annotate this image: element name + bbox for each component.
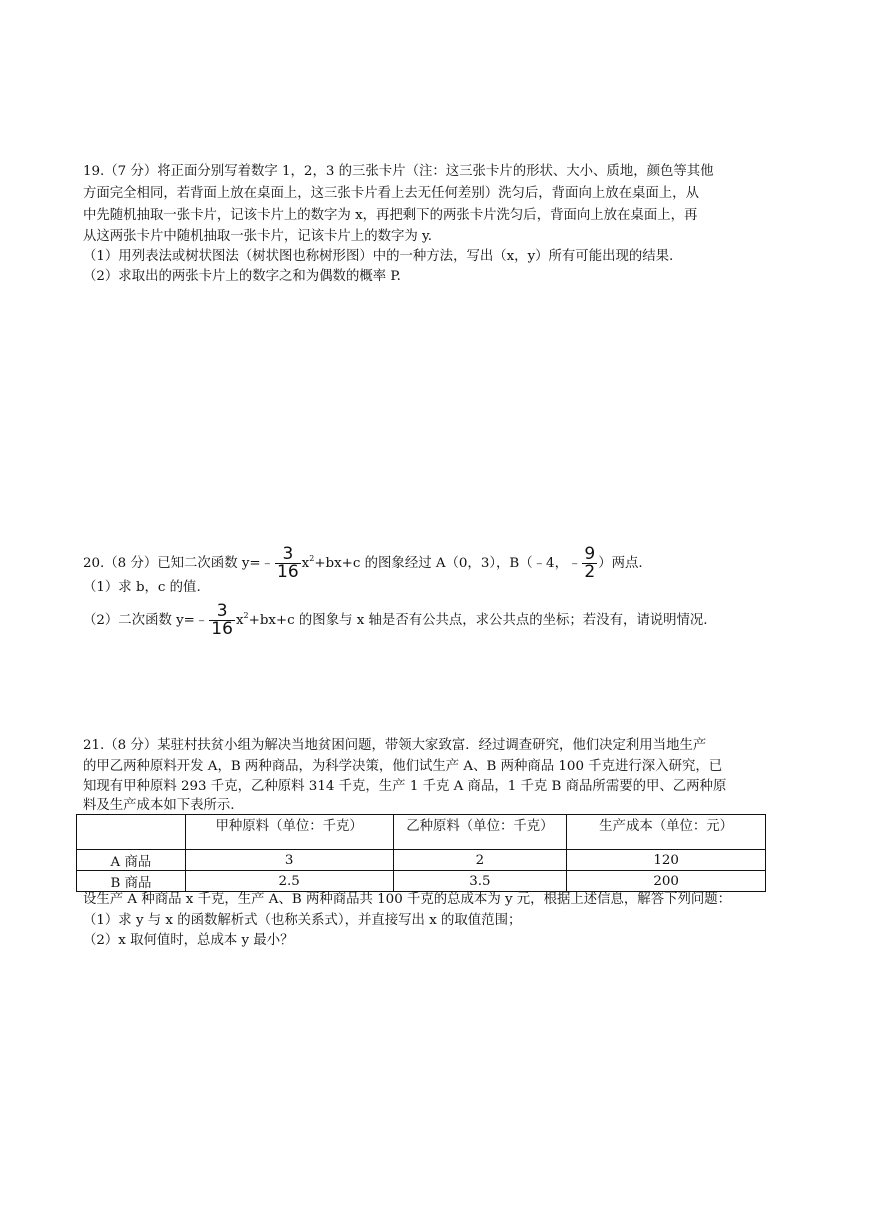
table-header-cell: 乙种原料（单位：千克） [393, 815, 567, 850]
x-variable: x [301, 556, 310, 571]
q19-line-4: 从这两张卡片中随机抽取一张卡片，记该卡片上的数字为 y. [83, 229, 433, 244]
fraction-numerator: 9 [584, 544, 596, 564]
q21-line-2: 的甲乙两种原料开发 A，B 两种商品，为科学决策，他们试生产 A、B 两种商品 100 千克进行深入研究，已 [83, 759, 723, 774]
table-cell: 2 [393, 850, 567, 871]
fraction-denominator: 16 [211, 619, 233, 639]
q21-line-1: 21.（8 分）某驻村扶贫小组为解决当地贫困问题，带领大家致富．经过调查研究，他们决定利用当地生产 [83, 738, 707, 753]
q21-part-2: （2）x 取何值时，总成本 y 最小？ [83, 933, 294, 948]
table-row [77, 871, 766, 892]
q21-after-table: 设生产 A 种商品 x 千克，生产 A、B 两种商品共 100 千克的总成本为 y 元，根据上述信息，解答下列问题： [83, 892, 732, 907]
table-header-row [77, 815, 766, 850]
table-header-cell [77, 815, 186, 850]
q19-part-1: （1）用列表法或树状图法（树状图也称树形图）中的一种方法，写出（x，y）所有可能出现的结果. [83, 249, 674, 264]
q19-line-2: 方面完全相同，若背面上放在桌面上，这三张卡片看上去无任何差别）洗匀后，背面向上放在桌面上，从 [83, 186, 699, 201]
table-cell: 3 [185, 850, 393, 871]
q19-part-2: （2）求取出的两张卡片上的数字之和为偶数的概率 P. [83, 269, 401, 284]
q21-line-4: 料及生产成本如下表所示. [83, 798, 235, 813]
q21-part-1: （1）求 y 与 x 的函数解析式（也称关系式），并直接写出 x 的取值范围； [83, 913, 522, 928]
q20-stem-c: ）两点. [598, 556, 643, 571]
table-cell: A 商品 [77, 850, 186, 871]
square-exponent: 2 [243, 611, 249, 620]
fraction-denominator: 16 [277, 562, 299, 582]
table-header-cell: 甲种原料（单位：千克） [185, 815, 393, 850]
table-cell: 3.5 [393, 871, 567, 892]
fraction-9-2 [582, 546, 597, 581]
q20-part-2 [83, 596, 708, 639]
table-cell: 200 [567, 871, 766, 892]
fraction-numerator: 3 [209, 603, 235, 621]
q19-line-3: 中先随机抽取一张卡片，记该卡片上的数字为 x，再把剩下的两张卡片洗匀后，背面向上放在桌面上，再 [83, 208, 698, 223]
table-cell: B 商品 [77, 871, 186, 892]
q20-stem-b: +bx+c 的图象经过 A（0，3），B（﹣4，﹣ [314, 556, 582, 571]
q19-line-1: 19.（7 分）将正面分别写着数字 1，2，3 的三张卡片（注：这三张卡片的形状、大小、质地，颜色等其他 [83, 164, 714, 179]
q20-part-2-a: （2）二次函数 y=﹣ [83, 613, 209, 628]
q20-stem [83, 539, 643, 582]
x-variable: x [235, 613, 244, 628]
fraction-3-16 [209, 603, 235, 638]
q20-part-1: （1）求 b，c 的值. [83, 580, 201, 595]
q20-part-2-b: +bx+c 的图象与 x 轴是否有公共点，求公共点的坐标；若没有，请说明情况. [248, 613, 708, 628]
q21-line-3: 知现有甲种原料 293 千克，乙种原料 314 千克，生产 1 千克 A 商品，1 千克 B 商品所需要的甲、乙两种原 [83, 779, 727, 794]
materials-table [76, 814, 766, 892]
table-header-cell: 生产成本（单位：元） [567, 815, 766, 850]
fraction-3-16 [275, 546, 301, 581]
table-cell: 120 [567, 850, 766, 871]
square-exponent: 2 [309, 554, 315, 563]
fraction-numerator: 3 [275, 546, 301, 564]
table-cell: 2.5 [185, 871, 393, 892]
table-row [77, 850, 766, 871]
q20-stem-a: 20.（8 分）已知二次函数 y=﹣ [83, 556, 275, 571]
fraction-denominator: 2 [584, 562, 596, 582]
